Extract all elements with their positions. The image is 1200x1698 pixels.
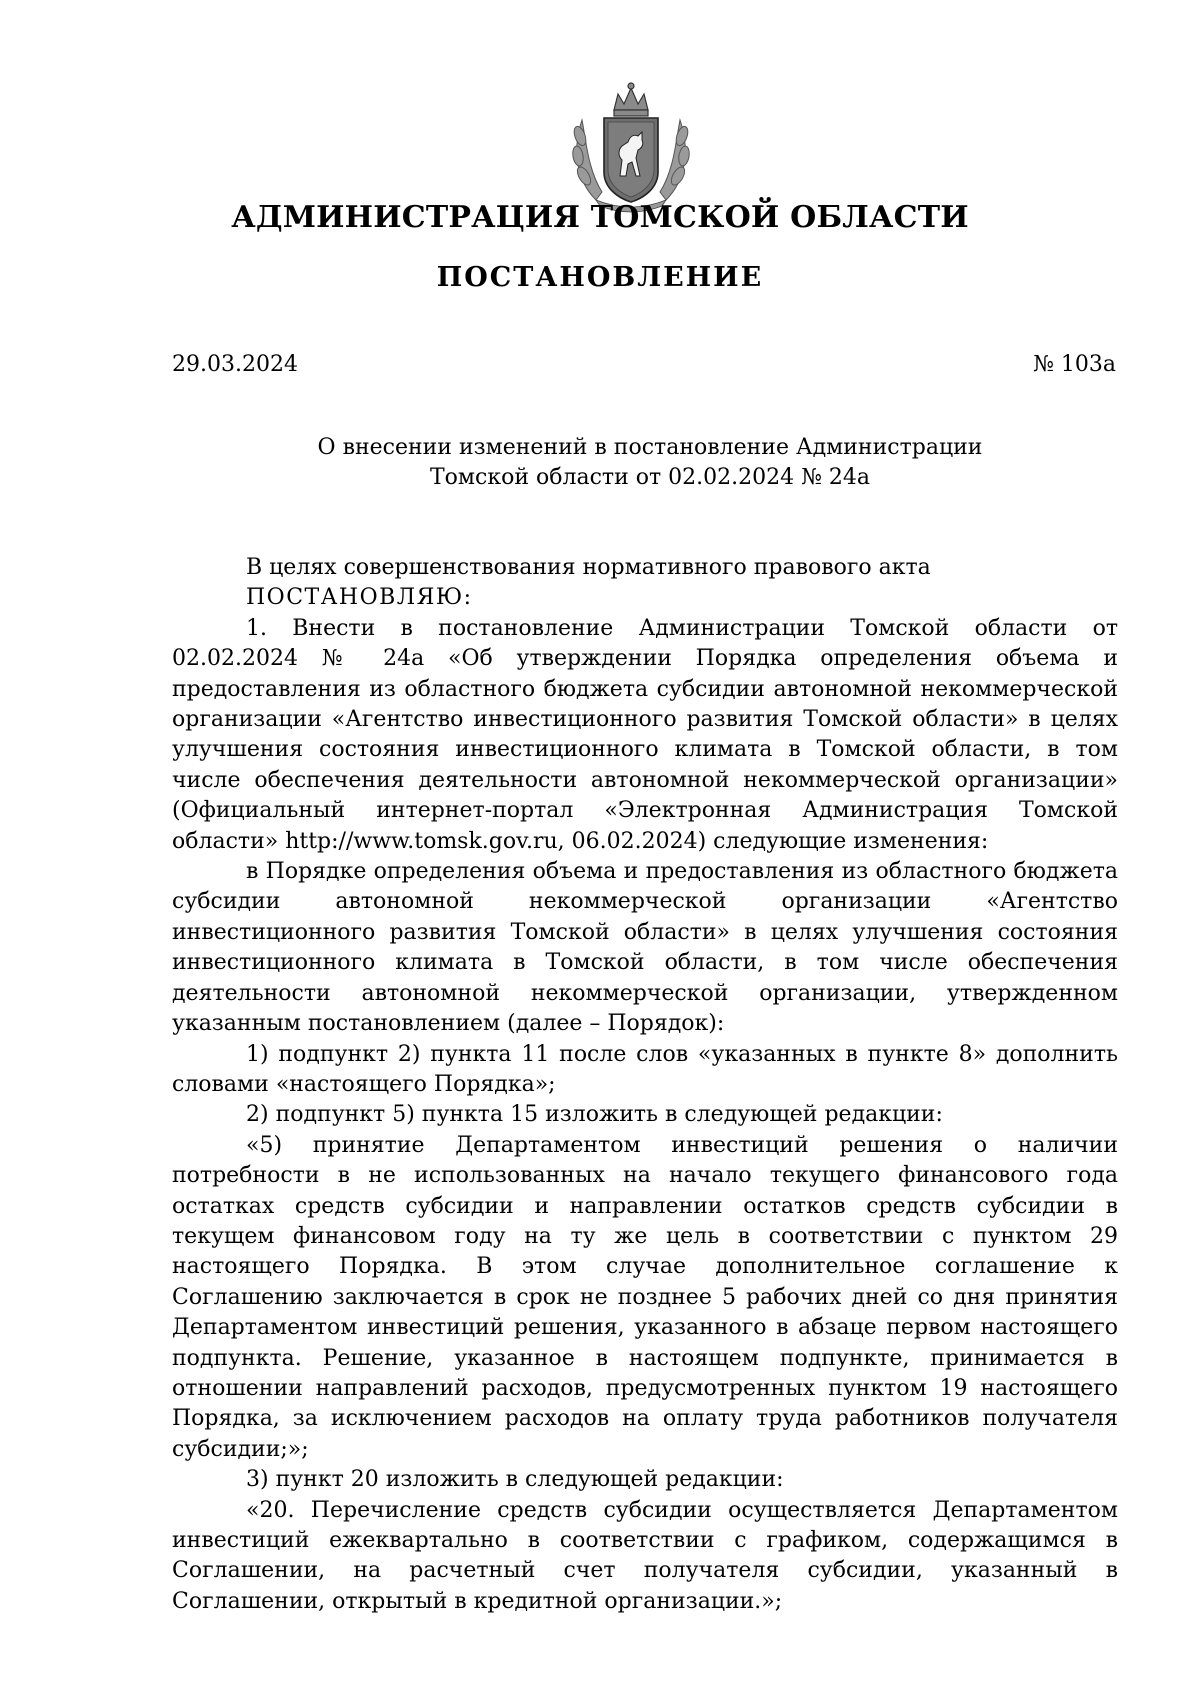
document-type: ПОСТАНОВЛЕНИЕ [436, 262, 764, 293]
paragraph-subitem-3: 3) пункт 20 изложить в следующей редакции: [246, 1467, 784, 1493]
coat-of-arms-icon [566, 80, 696, 214]
subject-line-2: Томской области от 02.02.2024 № 24а [429, 465, 871, 490]
document-subject [0, 433, 1200, 493]
document-body [172, 553, 1118, 1617]
document-number: № 103а [1033, 352, 1116, 377]
document-date: 29.03.2024 [172, 352, 298, 377]
paragraph-subitem-2-text: «5) принятие Департаментом инвестиций решения о наличии потребности в не использованных на начало текущего финансового года остатках средств субсидии и направлении остатков средств субсидии в текущем финансовом году на ту же цель в соответствии с пунктом 29 настоящего Порядка. В этом случае дополнительное соглашение к Соглашению заключается в срок не позднее 5 рабочих дней со дня принятия Департаментом инвестиций решения, указанного в абзаце первом настоящего подпункта. Решение, указанное в настоящем подпункте, принимается в отношении направлений расходов, предусмотренных пунктом 19 настоящего Порядка, за исключением расходов на оплату труда работников получателя субсидии;»; [172, 1132, 1118, 1462]
paragraph-order-intro: в Порядке определения объема и предоставления из областного бюджета субсидии автономной некоммерческой организации «Агентство инвестиционного развития Томской области» в целях улучшения состояния инвестиционного климата в Томской области, в том числе обеспечения деятельности автономной некоммерческой организации, утвержденном указанным постановлением (далее – Порядок): [172, 859, 1118, 1037]
paragraph-item-1: 1. Внести в постановление Администрации Томской области от 02.02.2024 № 24а «Об утверждении Порядка определения объема и предоставления из областного бюджета субсидии автономной некоммерческой организации «Агентство инвестиционного развития Томской области» в целях улучшения состояния инвестиционного климата в Томской области, в том числе обеспечения деятельности автономной некоммерческой организации» (Официальный интернет-портал «Электронная Администрация Томской области» http://www.tomsk.gov.ru, 06.02.2024) следующие изменения: [172, 615, 1118, 854]
paragraph-subitem-2: 2) подпункт 5) пункта 15 изложить в следующей редакции: [246, 1102, 943, 1128]
paragraph-subitem-3-text: «20. Перечисление средств субсидии осуществляется Департаментом инвестиций ежеквартально в соответствии с графиком, содержащимся в Соглашении, на расчетный счет получателя субсидии, указанный в Соглашении, открытый в кредитной организации.»; [172, 1497, 1118, 1614]
organization-title: АДМИНИСТРАЦИЯ ТОМСКОЙ ОБЛАСТИ [231, 200, 969, 235]
decree-word: ПОСТАНОВЛЯЮ: [246, 585, 473, 611]
subject-line-1: О внесении изменений в постановление Администрации [317, 435, 983, 460]
preamble: В целях совершенствования нормативного правового акта [246, 555, 931, 580]
paragraph-subitem-1: 1) подпункт 2) пункта 11 после слов «указанных в пункте 8» дополнить словами «настоящего Порядка»; [172, 1041, 1118, 1097]
